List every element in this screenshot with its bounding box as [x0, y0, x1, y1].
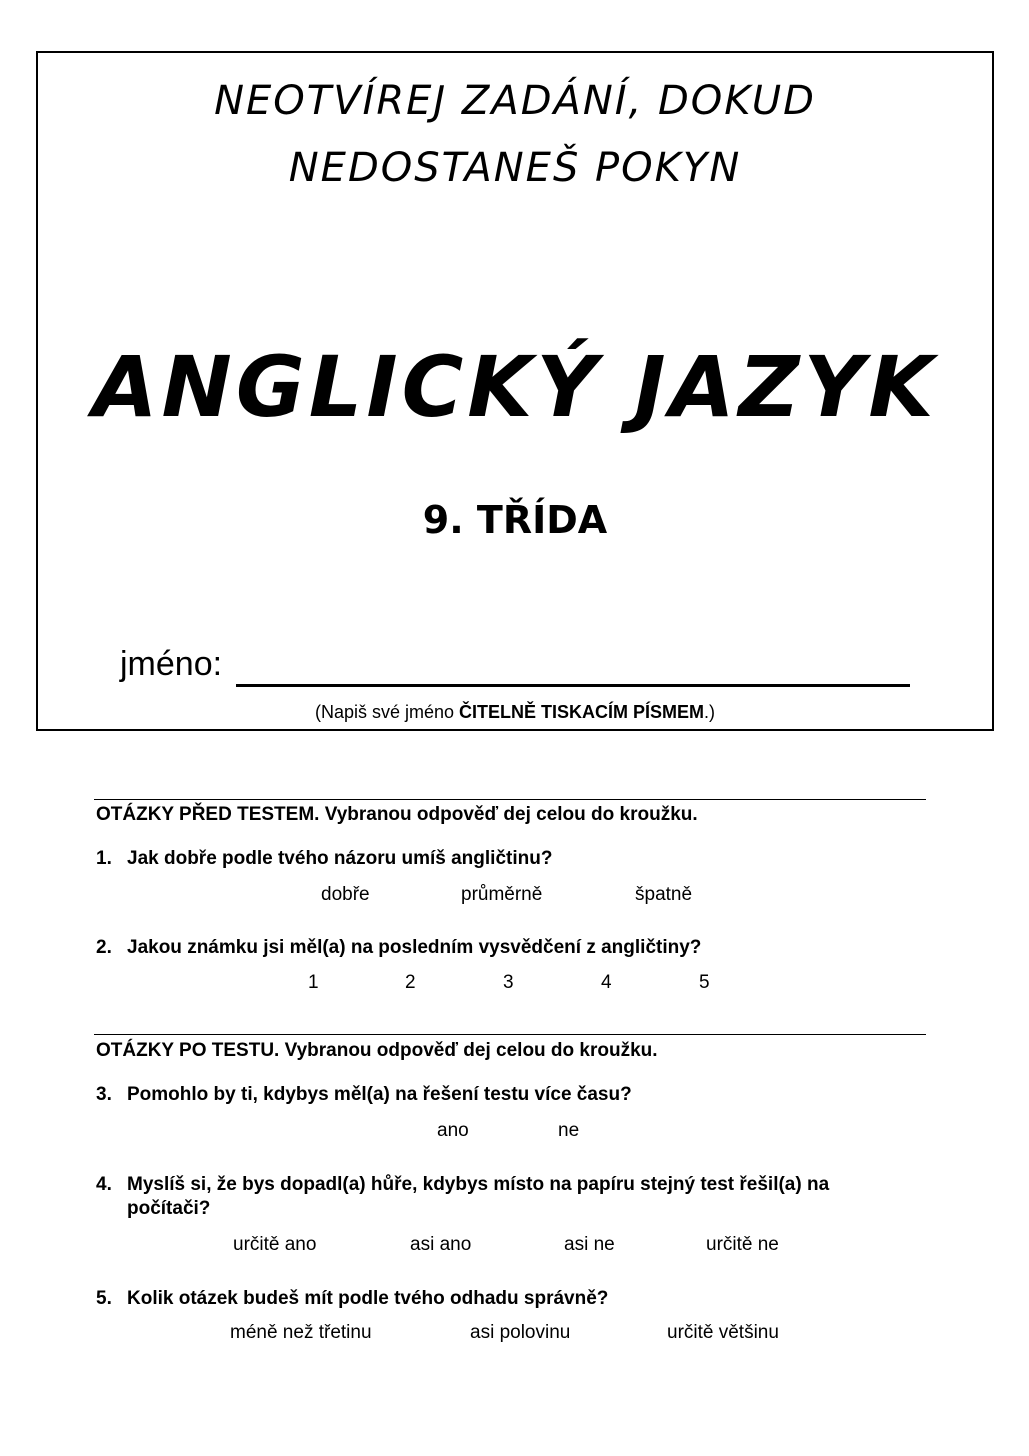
question-number: 3.	[96, 1084, 112, 1105]
question-number: 2.	[96, 937, 112, 958]
answer-option[interactable]: 1	[308, 972, 319, 993]
answer-option[interactable]: ano	[437, 1120, 469, 1141]
name-label: jméno:	[120, 645, 223, 683]
name-hint-after: .)	[704, 702, 716, 722]
cover-box	[36, 51, 994, 731]
question-3	[96, 1083, 906, 1107]
grade-label: 9. TŘÍDA	[422, 498, 608, 542]
question-text: Jakou známku jsi měl(a) na posledním vysvědčení z angličtiny?	[127, 937, 702, 958]
answer-option[interactable]: špatně	[635, 884, 693, 905]
section-divider-post	[94, 1034, 926, 1035]
question-2	[96, 936, 906, 960]
question-text: Myslíš si, že bys dopadl(a) hůře, kdybys místo na papíru stejný test řešil(a) na počítači?	[127, 1174, 830, 1219]
answer-option[interactable]: určitě ano	[233, 1234, 317, 1255]
answer-option[interactable]: 2	[405, 972, 416, 993]
warning-line-2: NEDOSTANEŠ POKYN	[288, 145, 742, 191]
answer-option[interactable]: asi ano	[410, 1234, 472, 1255]
question-5	[96, 1287, 906, 1311]
post-test-heading: OTÁZKY PO TESTU. Vybranou odpověď dej celou do kroužku.	[96, 1040, 658, 1061]
name-hint-bold: ČITELNĚ TISKACÍM PÍSMEM	[459, 702, 705, 722]
question-number: 5.	[96, 1288, 112, 1309]
question-text: Pomohlo by ti, kdybys měl(a) na řešení testu více času?	[127, 1084, 632, 1105]
name-input-line[interactable]	[236, 684, 910, 687]
answer-option[interactable]: určitě většinu	[667, 1322, 779, 1343]
answer-option[interactable]: 5	[699, 972, 710, 993]
question-text: Jak dobře podle tvého názoru umíš angličtinu?	[127, 848, 553, 869]
answer-option[interactable]: asi polovinu	[470, 1322, 571, 1343]
question-4	[96, 1173, 906, 1221]
question-text: Kolik otázek budeš mít podle tvého odhadu správně?	[127, 1288, 609, 1309]
answer-option[interactable]: ne	[558, 1120, 580, 1141]
answer-option[interactable]: méně než třetinu	[230, 1322, 372, 1343]
question-1	[96, 847, 906, 871]
warning-line-1: NEOTVÍREJ ZADÁNÍ, DOKUD	[214, 78, 816, 124]
name-hint	[38, 703, 992, 721]
answer-option[interactable]: 4	[601, 972, 612, 993]
answer-option[interactable]: 3	[503, 972, 514, 993]
answer-option[interactable]: dobře	[321, 884, 370, 905]
answer-option[interactable]: průměrně	[461, 884, 543, 905]
question-number: 4.	[96, 1174, 112, 1195]
answer-option[interactable]: určitě ne	[706, 1234, 779, 1255]
name-hint-before: (Napiš své jméno	[314, 702, 460, 722]
answer-option[interactable]: asi ne	[564, 1234, 615, 1255]
question-number: 1.	[96, 848, 112, 869]
subject-title: ANGLICKÝ JAZYK	[92, 338, 938, 436]
section-divider-pre	[94, 799, 926, 800]
pre-test-heading: OTÁZKY PŘED TESTEM. Vybranou odpověď dej celou do kroužku.	[96, 804, 698, 825]
